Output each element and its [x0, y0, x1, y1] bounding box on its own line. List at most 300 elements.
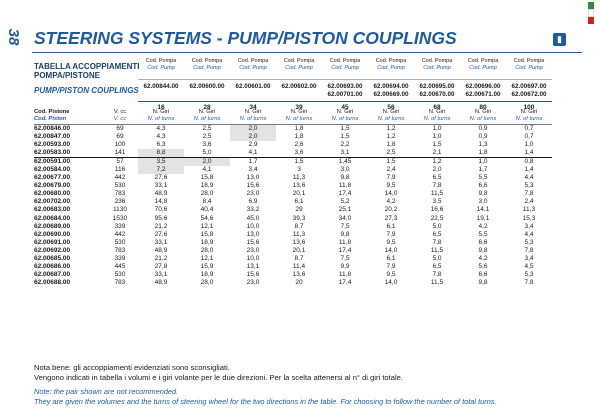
piston-code: 62.00702.00: [34, 198, 71, 206]
turns-cell: 12,1: [200, 254, 214, 262]
italian-flag: [588, 2, 594, 24]
turns-cell: 15,6: [246, 238, 260, 246]
table-row: [34, 279, 552, 287]
turns-cell: 6,5: [432, 262, 442, 270]
turns-cell: 13,6: [292, 182, 306, 190]
turns-cell: 95,6: [154, 214, 168, 222]
turns-cell: 13,1: [246, 262, 260, 270]
turns-header-it: N. Giri: [198, 109, 216, 115]
turns-cell: 18,9: [200, 238, 214, 246]
piston-code: 62.00680.00: [34, 190, 71, 198]
section-badge-icon: ▮: [553, 33, 566, 46]
pump-code-value: 62.00602.00: [281, 83, 317, 90]
table-row: [34, 190, 552, 198]
turns-cell: 2,5: [202, 125, 212, 132]
turns-cell: 0,9: [478, 133, 488, 141]
pump-label-it: Cod. Pompa: [513, 58, 545, 64]
pump-code-value: 62.00694.00: [373, 83, 409, 90]
turns-cell: 28,0: [200, 246, 214, 254]
turns-cell: 27,8: [154, 262, 168, 270]
table-row: [34, 158, 552, 167]
table-row: [34, 231, 552, 239]
pump-label: [368, 58, 414, 80]
turns-cell: 14,8: [154, 198, 168, 206]
pump-label-en: Cod. Pump: [515, 64, 543, 71]
turns-cell: 7,8: [524, 278, 534, 286]
turns-cell: 7,2: [138, 166, 184, 174]
piston-volume: 100: [114, 141, 126, 149]
turns-header-en: N. of turns: [377, 116, 405, 122]
turns-cell: 48,9: [154, 246, 168, 254]
pump-volume: 100: [523, 104, 535, 111]
turns-cell: 4,5: [524, 262, 534, 270]
piston-volume: 445: [114, 262, 126, 270]
piston-volume: 339: [114, 254, 126, 262]
turns-cell: 2,9: [248, 141, 258, 149]
table-row: [34, 198, 552, 206]
turns-cell: 15,6: [246, 182, 260, 190]
turns-cell: 3,1: [340, 149, 350, 157]
turns-cell: 2,5: [202, 133, 212, 141]
piston-code: 62.00684.00: [34, 214, 71, 222]
turns-cell: 3,4: [524, 254, 534, 262]
pump-label: [138, 58, 184, 80]
turns-cell: 34,0: [338, 214, 352, 222]
turns-col-header: [368, 108, 414, 125]
turns-cell: 2,5: [386, 149, 396, 157]
pump-code: [230, 80, 276, 102]
pump-label-it: Cod. Pompa: [237, 58, 269, 64]
pump-code-value: 62.00695.00: [419, 83, 455, 90]
turns-cell: 3,6: [294, 149, 304, 157]
turns-cell: 2,0: [230, 133, 276, 141]
piston-code: 62.00683.00: [34, 206, 71, 214]
piston-volume: 339: [114, 222, 126, 230]
turns-cell: 27,6: [154, 230, 168, 238]
turns-cell: 54,6: [200, 214, 214, 222]
turns-cell: 5,3: [524, 182, 534, 190]
section-title-it: TABELLA ACCOPPIAMENTI POMPA/PISTONE: [34, 62, 140, 80]
table-row: [34, 206, 552, 214]
turns-col-header: [230, 108, 276, 125]
turns-cell: 28,0: [200, 278, 214, 286]
piston-volume: 442: [114, 174, 126, 182]
table-row: [34, 271, 552, 279]
note-it-line2: Vengono indicati in tabella i volumi e i giri volante per le due direzioni. Per la scelta attenersi al n° di giri totale.: [34, 372, 404, 382]
turns-cell: 11,5: [430, 190, 444, 198]
turns-cell: 2,4: [524, 198, 534, 206]
table-row: [34, 239, 552, 247]
turns-cell: 16,6: [430, 206, 444, 214]
turns-cell: 1,7: [230, 158, 276, 167]
turns-col-header: [322, 108, 368, 125]
turns-cell: 4,2: [478, 254, 488, 262]
turns-cell: 11,4: [292, 262, 306, 270]
table-row: [34, 166, 552, 174]
pump-label-en: Cod. Pump: [423, 64, 451, 71]
turns-cell: 20,2: [384, 206, 398, 214]
turns-cell: 7,5: [340, 222, 350, 230]
turns-cell: 33,1: [154, 238, 168, 246]
piston-volume: 69: [116, 133, 124, 141]
pump-code-value: 62.00701.00: [327, 90, 363, 98]
turns-cell: 19,1: [476, 214, 490, 222]
turns-cell: 1,3: [478, 141, 488, 149]
turns-cell: 6,6: [478, 270, 488, 278]
turns-cell: 33,2: [246, 206, 260, 214]
turns-cell: 11,3: [292, 174, 306, 182]
pump-label-en: Cod. Pump: [193, 64, 221, 71]
turns-cell: 4,3: [156, 125, 166, 132]
turns-cell: 7,5: [340, 254, 350, 262]
piston-volume: 530: [114, 270, 126, 278]
table-row: [34, 125, 552, 134]
turns-cell: 1,8: [478, 149, 488, 157]
turns-cell: 10,0: [246, 254, 260, 262]
turns-col-header: [276, 108, 322, 125]
turns-col-header: [138, 108, 184, 125]
turns-cell: 1,2: [386, 133, 396, 141]
turns-cell: 12,1: [200, 222, 214, 230]
pump-header-table: [138, 58, 552, 113]
turns-col-header: [184, 108, 230, 125]
couplings-table: [34, 108, 552, 287]
turns-cell: 3,0: [340, 166, 350, 174]
piston-code: 62.00679.00: [34, 182, 71, 190]
notes-it: [34, 363, 403, 382]
turns-cell: 7,8: [524, 190, 534, 198]
turns-cell: 2,0: [184, 158, 230, 167]
piston-code: 62.00847.00: [34, 133, 71, 141]
pump-code-value: 62.00601.00: [235, 83, 271, 90]
turns-cell: 14,0: [384, 246, 398, 254]
turns-cell: 3,5: [432, 198, 442, 206]
table-row: [34, 223, 552, 231]
pump-code: [276, 80, 322, 102]
pump-code-value: 62.00844.00: [143, 83, 179, 90]
turns-cell: 11,5: [430, 246, 444, 254]
turns-cell: 1,2: [386, 125, 396, 132]
note-it-line1: Nota bene: gli accoppiamenti evidenziati sono sconsigliati.: [34, 363, 230, 372]
piston-code: 62.00688.00: [34, 278, 71, 286]
turns-cell: 9,5: [386, 270, 396, 278]
turns-header-it: N. Giri: [244, 109, 262, 115]
pump-code-value: 62.00697.00: [511, 83, 547, 90]
turns-cell: 14,0: [384, 278, 398, 286]
turns-cell: 17,4: [338, 278, 352, 286]
turns-cell: 28,0: [200, 190, 214, 198]
turns-cell: 6,6: [478, 238, 488, 246]
turns-cell: 23,0: [246, 190, 260, 198]
pump-label-it: Cod. Pompa: [329, 58, 361, 64]
turns-header-it: N. Giri: [428, 109, 446, 115]
turns-cell: 3: [297, 166, 301, 174]
pump-volume: 39: [295, 104, 303, 111]
turns-cell: 1,8: [294, 133, 304, 141]
pump-volume: 28: [203, 104, 211, 111]
turns-cell: 11,8: [338, 270, 352, 278]
turns-cell: 21,2: [154, 254, 168, 262]
turns-cell: 1,5: [432, 141, 442, 149]
table-row: [34, 247, 552, 255]
turns-cell: 6,9: [248, 198, 258, 206]
pump-label-en: Cod. Pump: [147, 64, 175, 71]
pump-label-en: Cod. Pump: [469, 64, 497, 71]
turns-header-en: N. of turns: [193, 116, 221, 122]
turns-cell: 14,0: [384, 190, 398, 198]
turns-cell: 6,5: [432, 174, 442, 182]
turns-cell: 11,3: [292, 230, 306, 238]
turns-cell: 18,9: [200, 270, 214, 278]
turns-cell: 2,6: [294, 141, 304, 149]
turns-cell: 15,9: [200, 262, 214, 270]
turns-cell: 6,1: [294, 198, 304, 206]
turns-cell: 33,1: [154, 182, 168, 190]
piston-code: 62.00685.00: [34, 254, 71, 262]
turns-cell: 9,8: [478, 278, 488, 286]
turns-cell: 0,7: [524, 125, 534, 132]
pump-label: [230, 58, 276, 80]
turns-cell: 7,8: [432, 270, 442, 278]
turns-cell: 1,5: [368, 158, 414, 167]
turns-cell: 17,4: [338, 190, 352, 198]
turns-cell: 27,3: [384, 214, 398, 222]
turns-cell: 1,8: [294, 125, 304, 132]
piston-volume: 1130: [113, 206, 127, 214]
piston-volume: 141: [114, 149, 126, 157]
pump-code: [138, 80, 184, 102]
turns-cell: 5,3: [524, 270, 534, 278]
pump-label-it: Cod. Pompa: [375, 58, 407, 64]
turns-cell: 1,2: [414, 158, 460, 167]
turns-col-header: [414, 108, 460, 125]
turns-header-it: N. Giri: [382, 109, 400, 115]
turns-cell: 20: [295, 278, 303, 286]
turns-cell: 70,6: [154, 206, 168, 214]
vcc-col-header: V. cc V. cc: [102, 108, 138, 125]
turns-cell: 2,4: [386, 166, 396, 174]
pump-label-en: Cod. Pump: [239, 64, 267, 71]
turns-col-header: [460, 108, 506, 125]
turns-cell: 4,4: [524, 174, 534, 182]
turns-cell: 5,2: [340, 198, 350, 206]
turns-cell: 27,6: [154, 174, 168, 182]
turns-cell: 4,2: [478, 222, 488, 230]
turns-cell: 2,1: [432, 149, 442, 157]
pump-code-value: 62.00672.00: [511, 90, 547, 98]
pump-volume: 68: [433, 104, 441, 111]
turns-cell: 14,1: [476, 206, 490, 214]
pump-code: [506, 80, 552, 102]
page-number: 38: [5, 28, 22, 46]
turns-cell: 6,6: [478, 182, 488, 190]
turns-cell: 5,0: [432, 254, 442, 262]
turns-cell: 9,8: [478, 246, 488, 254]
piston-volume: 442: [114, 230, 126, 238]
table-header-row: [34, 108, 552, 125]
pump-label-en: Cod. Pump: [285, 64, 313, 71]
piston-code: 62.00593.00: [34, 141, 71, 149]
notes-en: [34, 387, 497, 406]
turns-cell: 15,8: [200, 230, 214, 238]
table-row: [34, 182, 552, 190]
turns-cell: 0,7: [524, 133, 534, 141]
turns-cell: 2,0: [432, 166, 442, 174]
turns-cell: 8,8: [138, 149, 184, 158]
turns-cell: 5,3: [524, 238, 534, 246]
turns-cell: 9,5: [386, 238, 396, 246]
page-title: STEERING SYSTEMS - PUMP/PISTON COUPLINGS: [34, 28, 457, 48]
turns-cell: 1,4: [524, 149, 534, 157]
pump-code: [322, 80, 368, 102]
turns-cell: 1,0: [524, 141, 534, 149]
piston-code: 62.00690.00: [34, 230, 71, 238]
piston-volume: 116: [114, 166, 126, 174]
pump-label: [276, 58, 322, 80]
piston-volume: 57: [102, 158, 138, 167]
pump-label-it: Cod. Pompa: [421, 58, 453, 64]
pump-code-value: 62.00696.00: [465, 83, 501, 90]
turns-cell: 15,8: [200, 174, 214, 182]
turns-cell: 7,9: [386, 230, 396, 238]
piston-volume: 783: [114, 246, 126, 254]
turns-cell: 1,0: [460, 158, 506, 167]
turns-cell: 7,8: [524, 246, 534, 254]
piston-code: 62.00583.00: [34, 149, 71, 157]
turns-cell: 5,0: [432, 222, 442, 230]
pump-volume: 34: [249, 104, 257, 111]
turns-cell: 9,8: [340, 174, 350, 182]
turns-cell: 48,9: [154, 190, 168, 198]
turns-cell: 21,2: [154, 222, 168, 230]
pump-label: [322, 58, 368, 80]
turns-cell: 2,2: [340, 141, 350, 149]
turns-cell: 3,6: [202, 141, 212, 149]
piston-volume: 530: [114, 182, 126, 190]
turns-cell: 11,3: [522, 206, 536, 214]
pump-code: [184, 80, 230, 102]
turns-cell: 15,3: [522, 214, 536, 222]
turns-cell: 2,0: [230, 125, 276, 134]
pump-label: [414, 58, 460, 80]
turns-header-it: N. Giri: [152, 109, 170, 115]
turns-cell: 1,8: [386, 141, 396, 149]
pump-label: [184, 58, 230, 80]
piston-code: 62.00677.00: [34, 174, 71, 182]
pump-label-it: Cod. Pompa: [145, 58, 177, 64]
title-divider: [32, 52, 582, 53]
turns-cell: 4,1: [202, 166, 212, 174]
turns-cell: 5,0: [202, 149, 212, 157]
turns-cell: 10,0: [246, 222, 260, 230]
pump-code: [414, 80, 460, 102]
pump-label-it: Cod. Pompa: [191, 58, 223, 64]
turns-cell: 1,5: [340, 125, 350, 132]
pump-code-value: 62.00693.00: [327, 83, 363, 90]
turns-header-en: N. of turns: [469, 116, 497, 122]
turns-cell: 25,1: [338, 206, 352, 214]
turns-cell: 4,3: [156, 133, 166, 141]
turns-cell: 40,4: [200, 206, 214, 214]
turns-cell: 1,5: [276, 158, 322, 167]
turns-cell: 23,0: [246, 278, 260, 286]
turns-cell: 4,1: [248, 149, 258, 157]
table-row: [34, 215, 552, 223]
table-row: [34, 149, 552, 158]
turns-cell: 17,4: [338, 246, 352, 254]
turns-cell: 7,9: [386, 262, 396, 270]
turns-header-it: N. Giri: [290, 109, 308, 115]
turns-header-it: N. Giri: [520, 109, 538, 115]
pump-code-value: 62.00600.00: [189, 83, 225, 90]
turns-cell: 22,5: [430, 214, 444, 222]
turns-cell: 8,7: [294, 222, 304, 230]
turns-cell: 4,4: [524, 230, 534, 238]
turns-header-en: N. of turns: [331, 116, 359, 122]
turns-header-en: N. of turns: [285, 116, 313, 122]
piston-code: 62.00689.00: [34, 222, 71, 230]
turns-cell: 1,5: [340, 133, 350, 141]
turns-header-it: N. Giri: [336, 109, 354, 115]
turns-cell: 9,8: [478, 190, 488, 198]
pump-volume: 56: [387, 104, 395, 111]
turns-header-en: N. of turns: [239, 116, 267, 122]
turns-cell: 1,4: [524, 166, 534, 174]
pump-volume: 16: [157, 104, 165, 111]
turns-cell: 7,8: [432, 182, 442, 190]
turns-cell: 6,3: [156, 141, 166, 149]
turns-cell: 33,1: [154, 270, 168, 278]
pump-code-value: 62.00670.00: [419, 90, 455, 98]
turns-cell: 8,7: [294, 254, 304, 262]
table-row: [34, 133, 552, 141]
turns-cell: 8,4: [202, 198, 212, 206]
turns-cell: 18,9: [200, 182, 214, 190]
turns-col-header: [506, 108, 552, 125]
turns-cell: 15,6: [246, 270, 260, 278]
turns-cell: 45,0: [246, 214, 260, 222]
pump-volume: 80: [479, 104, 487, 111]
turns-header-en: N. of turns: [423, 116, 451, 122]
turns-cell: 9,5: [386, 182, 396, 190]
piston-code: 62.00686.00: [34, 262, 71, 270]
piston-code: 62.00584.00: [34, 166, 71, 174]
turns-cell: 5,5: [478, 174, 488, 182]
turns-header-en: N. of turns: [515, 116, 543, 122]
note-en-line2: They are given the volumes and the turns of steering wheel for the two directions in the table. For choosing to follow the number of total turns.: [34, 396, 497, 406]
pump-label: [506, 58, 552, 80]
turns-cell: 20,1: [292, 246, 306, 254]
turns-cell: 3,4: [524, 222, 534, 230]
pump-label-it: Cod. Pompa: [467, 58, 499, 64]
turns-cell: 13,0: [246, 174, 260, 182]
pump-code-value: 62.00669.00: [373, 90, 409, 98]
turns-cell: 20,1: [292, 190, 306, 198]
turns-cell: 13,6: [292, 270, 306, 278]
pump-code-value: 62.00671.00: [465, 90, 501, 98]
pump-label-it: Cod. Pompa: [283, 58, 315, 64]
piston-volume: 783: [114, 190, 126, 198]
piston-volume: 69: [116, 125, 124, 132]
section-title-en: PUMP/PISTON COUPLINGS: [34, 86, 139, 95]
turns-cell: 11,8: [338, 182, 352, 190]
table-row: [34, 263, 552, 271]
pump-code: [368, 80, 414, 102]
turns-cell: 9,9: [340, 262, 350, 270]
piston-col-header: Cod. Pistone Cod. Piston: [34, 108, 102, 125]
pump-code: [460, 80, 506, 102]
table-row: [34, 255, 552, 263]
